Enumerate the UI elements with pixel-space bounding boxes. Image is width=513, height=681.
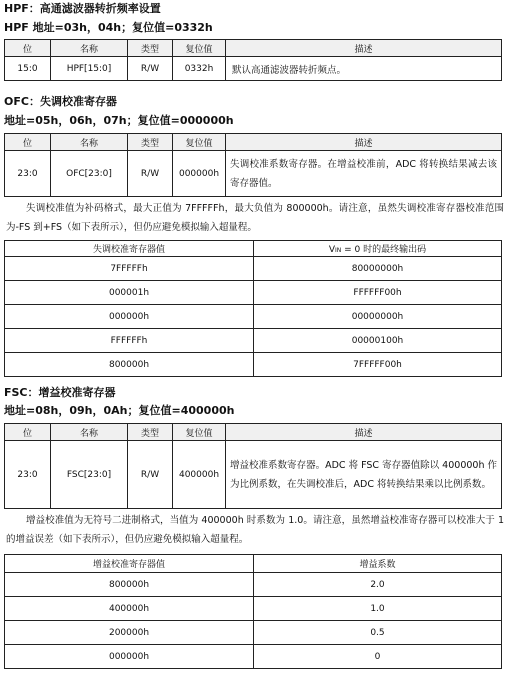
vin-symbol: V (328, 245, 336, 255)
header-gain-factor: 增益系数 (254, 555, 502, 573)
cell-bit: 23:0 (5, 441, 51, 509)
header-desc: 描述 (226, 424, 502, 441)
table-row (5, 441, 502, 509)
table-row (5, 573, 502, 597)
cell-factor: 0 (254, 645, 502, 669)
cell-type: R/W (128, 57, 173, 81)
header-reset: 复位值 (173, 40, 226, 57)
header-reset: 复位值 (173, 134, 226, 151)
cell-code: 7FFFFF00h (254, 353, 502, 377)
cell-desc: 增益校准系数寄存器。ADC 将 FSC 寄存器值除以 400000h 作为比例系数，在失调校准后，ADC 将转换结果乘以比例系数。 (226, 441, 502, 509)
header-gain-value: 增益校准寄存器值 (5, 555, 254, 573)
ofc-register-table (4, 133, 502, 197)
table-row (5, 621, 502, 645)
cell-reset: 0332h (173, 57, 226, 81)
output-code-label: = 0 时的最终输出码 (341, 245, 427, 255)
table-row (5, 645, 502, 669)
header-offset-value: 失调校准寄存器值 (5, 241, 254, 257)
cell-type: R/W (128, 441, 173, 509)
cell-value: 200000h (5, 621, 254, 645)
table-header-row (5, 555, 502, 573)
cell-name: OFC[23:0] (51, 151, 128, 197)
cell-reset: 000000h (173, 151, 226, 197)
ofc-paragraph: 失调校准值为补码格式，最大正值为 7FFFFFh，最大负值为 800000h。请注意，虽然失调校准寄存器校准范围为-FS 到+FS（如下表所示），但仍应避免模拟输入超量程。 (6, 203, 504, 233)
fsc-address: 地址=08h，09h，0Ah；复位值=400000h (4, 404, 235, 417)
header-name: 名称 (51, 424, 128, 441)
header-desc: 描述 (226, 40, 502, 57)
cell-type: R/W (128, 151, 173, 197)
hpf-register-table (4, 39, 502, 81)
cell-factor: 1.0 (254, 597, 502, 621)
header-type: 类型 (128, 134, 173, 151)
cell-value: FFFFFFh (5, 329, 254, 353)
header-reset: 复位值 (173, 424, 226, 441)
header-bit: 位 (5, 134, 51, 151)
ofc-title: OFC：失调校准寄存器 (4, 95, 117, 108)
header-output-code (254, 241, 502, 257)
table-row (5, 257, 502, 281)
cell-value: 7FFFFFh (5, 257, 254, 281)
header-type: 类型 (128, 424, 173, 441)
vin-subscript: IN (335, 247, 342, 254)
ofc-address: 地址=05h，06h，07h；复位值=000000h (4, 114, 234, 127)
cell-value: 800000h (5, 353, 254, 377)
table-header-row (5, 424, 502, 441)
fsc-title: FSC：增益校准寄存器 (4, 386, 116, 399)
hpf-title: HPF：高通滤波器转折频率设置 (4, 2, 161, 15)
cell-bit: 23:0 (5, 151, 51, 197)
cell-factor: 2.0 (254, 573, 502, 597)
header-name: 名称 (51, 40, 128, 57)
cell-value: 000000h (5, 645, 254, 669)
table-row (5, 305, 502, 329)
table-row (5, 353, 502, 377)
cell-code: 00000100h (254, 329, 502, 353)
fsc-register-table (4, 423, 502, 509)
table-row (5, 329, 502, 353)
header-desc: 描述 (226, 134, 502, 151)
cell-code: 00000000h (254, 305, 502, 329)
header-type: 类型 (128, 40, 173, 57)
cell-value: 000001h (5, 281, 254, 305)
cell-value: 400000h (5, 597, 254, 621)
cell-code: 80000000h (254, 257, 502, 281)
table-row (5, 57, 502, 81)
table-header-row (5, 134, 502, 151)
cell-name: HPF[15:0] (51, 57, 128, 81)
table-row (5, 281, 502, 305)
header-name: 名称 (51, 134, 128, 151)
cell-value: 000000h (5, 305, 254, 329)
table-header-row (5, 241, 502, 257)
cell-name: FSC[23:0] (51, 441, 128, 509)
cell-bit: 15:0 (5, 57, 51, 81)
cell-value: 800000h (5, 573, 254, 597)
cell-factor: 0.5 (254, 621, 502, 645)
cell-reset: 400000h (173, 441, 226, 509)
fsc-paragraph: 增益校准值为无符号二进制格式，当值为 400000h 时系数为 1.0。请注意，虽然增益校准寄存器可以校准大于 1 的增益误差（如下表所示），但仍应避免模拟输入超量程。 (6, 515, 504, 545)
table-row (5, 597, 502, 621)
header-bit: 位 (5, 40, 51, 57)
hpf-address: HPF 地址=03h，04h；复位值=0332h (4, 21, 213, 34)
cell-desc: 失调校准系数寄存器。在增益校准前，ADC 将转换结果减去该寄存器值。 (226, 151, 502, 197)
table-row (5, 151, 502, 197)
fsc-value-table (4, 554, 502, 669)
table-header-row (5, 40, 502, 57)
ofc-value-table (4, 240, 502, 377)
cell-code: FFFFFF00h (254, 281, 502, 305)
header-bit: 位 (5, 424, 51, 441)
cell-desc: 默认高通滤波器转折频点。 (226, 57, 502, 81)
